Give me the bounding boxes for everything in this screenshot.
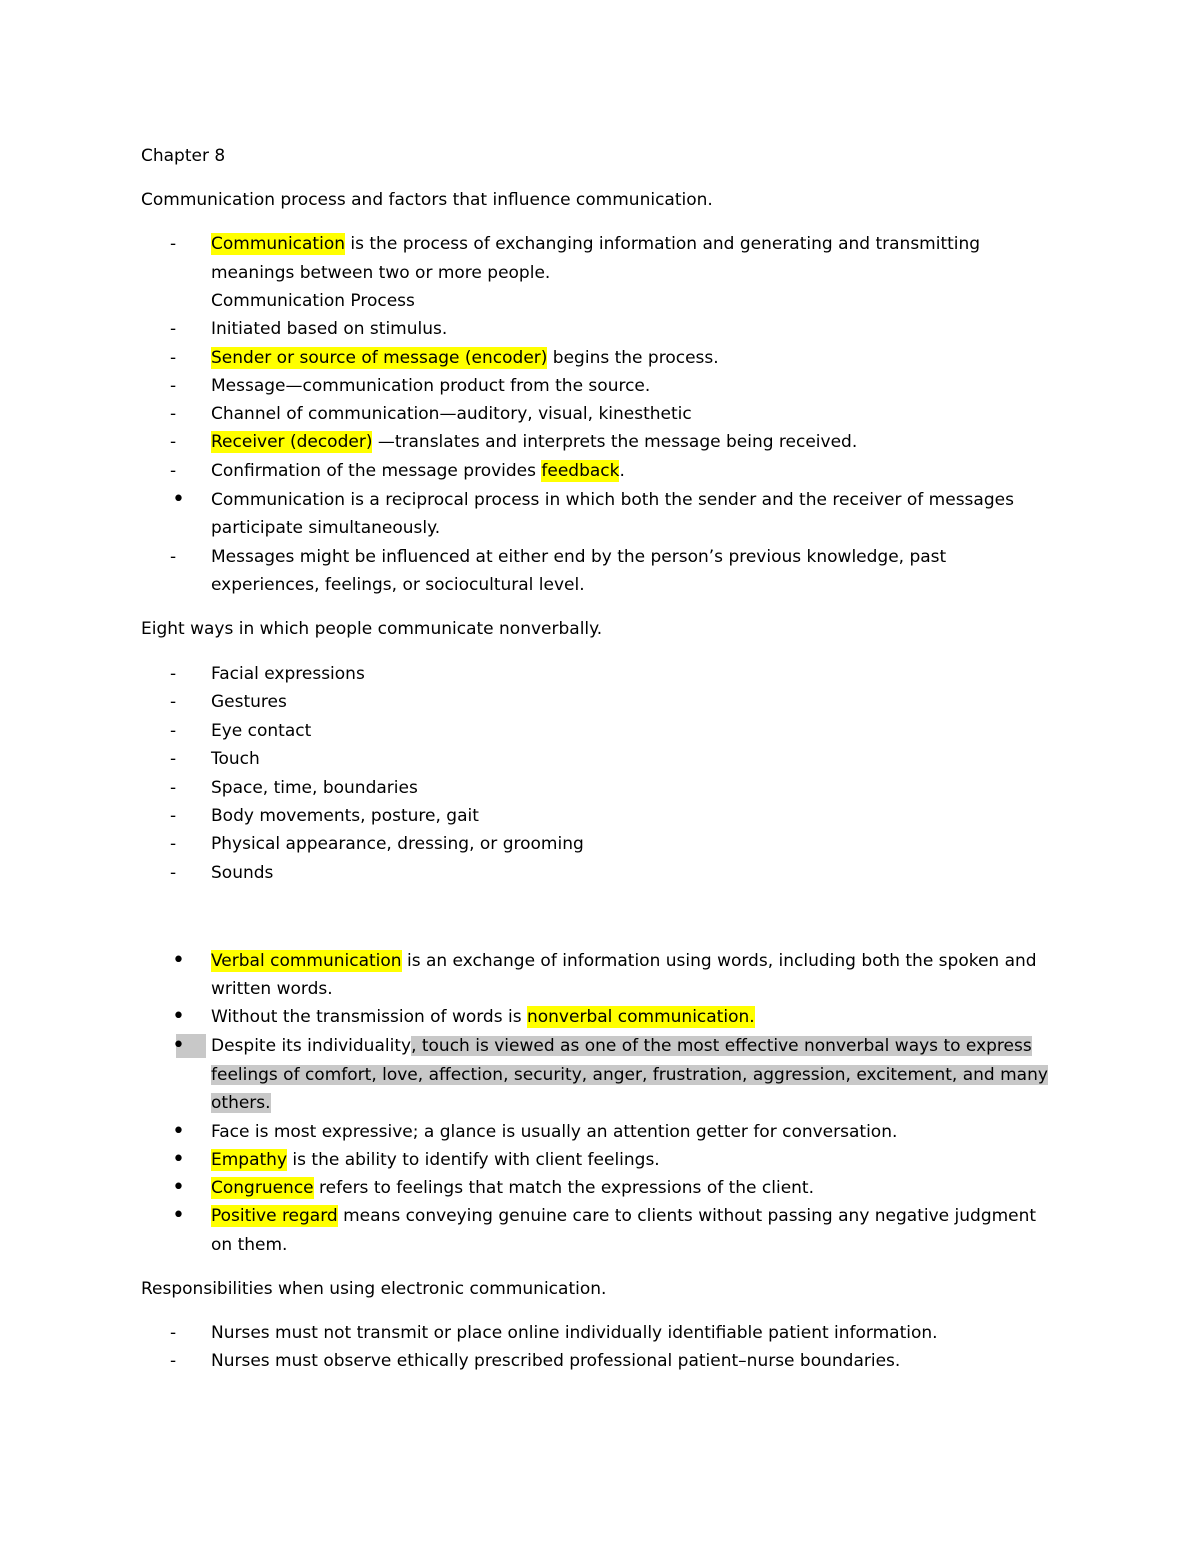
list-item: - Channel of communication—auditory, visual, kinesthetic — [0, 400, 1200, 428]
dash-marker: - — [170, 863, 177, 883]
list-item-text: Facial expressions — [211, 664, 365, 684]
bullet-marker: • — [172, 1119, 185, 1144]
chapter-title: Chapter 8 — [141, 146, 226, 166]
dash-marker: - — [170, 432, 177, 452]
list-item — [0, 688, 1200, 716]
dash-marker: - — [170, 376, 177, 396]
section-heading-electronic: Responsibilities when using electronic communication. — [141, 1279, 607, 1299]
list-item-text: Touch — [211, 749, 260, 769]
highlighted-term: Receiver (decoder) — [211, 432, 373, 452]
highlighted-term: Communication — [211, 234, 345, 254]
highlighted-term: Sender or source of message (encoder) — [211, 348, 548, 368]
list-item-text: Communication is the process of exchanging information and generating and transmitting — [211, 234, 981, 254]
list-item — [0, 802, 1200, 830]
dash-marker: - — [170, 692, 177, 712]
bullet-marker: • — [172, 1175, 185, 1200]
highlighted-term: Verbal communication — [211, 951, 402, 971]
list-item-continuation: Communication Process — [211, 291, 415, 311]
dash-marker: - — [170, 348, 177, 368]
bullet-marker: • — [172, 1004, 185, 1029]
highlighted-term: nonverbal communication. — [526, 1007, 755, 1027]
list-item: • Empathy is the ability to identify with client feelings. — [172, 1147, 660, 1172]
list-item-continuation: written words. — [211, 979, 333, 999]
list-item: - Message—communication product from the source. — [0, 372, 1200, 400]
bullet-marker: • — [172, 1033, 185, 1058]
list-item-text: Space, time, boundaries — [211, 778, 418, 798]
dash-marker: - — [170, 319, 177, 339]
bullet-marker: • — [172, 1203, 185, 1228]
list-item: • Despite its individuality, touch is viewed as one of the most effective nonverbal ways to express — [172, 1033, 1032, 1058]
highlighted-term: Congruence — [211, 1178, 314, 1198]
list-item-continuation: on them. — [211, 1235, 288, 1255]
list-item: • Congruence refers to feelings that match the expressions of the client. — [172, 1175, 815, 1200]
list-item: - Nurses must observe ethically prescribed professional patient–nurse boundaries. — [0, 1347, 1200, 1375]
list-item — [0, 859, 1200, 887]
dash-marker: - — [170, 834, 177, 854]
dash-marker: - — [170, 1323, 177, 1343]
bullet-marker: • — [172, 948, 185, 973]
list-item — [0, 230, 1200, 258]
list-item — [0, 660, 1200, 688]
gray-highlighted-text: others. — [211, 1093, 271, 1113]
list-item-continuation — [0, 1089, 1200, 1117]
list-item — [0, 830, 1200, 858]
list-item — [0, 745, 1200, 773]
list-item: • Face is most expressive; a glance is usually an attention getter for conversation. — [172, 1119, 898, 1144]
list-item-text: Body movements, posture, gait — [211, 806, 479, 826]
list-item-continuation: participate simultaneously. — [211, 518, 441, 538]
list-item: - Messages might be influenced at either end by the person’s previous knowledge, past — [0, 543, 1200, 571]
list-item-text: Gestures — [211, 692, 287, 712]
highlighted-term: Positive regard — [211, 1206, 338, 1226]
highlighted-term: feedback — [541, 461, 620, 481]
bullet-marker: • — [172, 1147, 185, 1172]
bullet-marker: • — [172, 487, 185, 512]
list-item — [0, 774, 1200, 802]
highlighted-term: Empathy — [211, 1150, 288, 1170]
list-item — [0, 717, 1200, 745]
list-item-continuation: meanings between two or more people. — [211, 263, 551, 283]
list-item: - Receiver (decoder) —translates and interprets the message being received. — [0, 428, 1200, 456]
list-item-continuation: experiences, feelings, or sociocultural level. — [211, 575, 585, 595]
section-heading-nonverbal: Eight ways in which people communicate nonverbally. — [141, 619, 603, 639]
dash-marker: - — [170, 664, 177, 684]
list-item-text: Physical appearance, dressing, or grooming — [211, 834, 584, 854]
dash-marker: - — [170, 749, 177, 769]
list-item: • Without the transmission of words is nonverbal communication. — [172, 1004, 755, 1029]
list-item-text: Sounds — [211, 863, 274, 883]
dash-marker: - — [170, 806, 177, 826]
list-item-continuation — [0, 1061, 1200, 1089]
list-item: - Nurses must not transmit or place online individually identifiable patient information. — [0, 1319, 1200, 1347]
gray-highlighted-text: feelings of comfort, love, affection, security, anger, frustration, aggression, excitement, and many — [211, 1065, 1048, 1085]
list-item: - Initiated based on stimulus. — [0, 315, 1200, 343]
list-item: - Sender or source of message (encoder) begins the process. — [0, 344, 1200, 372]
list-item: • Verbal communication is an exchange of information using words, including both the spoken and — [172, 948, 1037, 973]
gray-highlighted-text: , touch is viewed as one of the most effective nonverbal ways to express — [411, 1036, 1032, 1056]
list-item: - Confirmation of the message provides feedback. — [0, 457, 1200, 485]
dash-marker: - — [170, 404, 177, 424]
dash-marker: - — [170, 778, 177, 798]
dash-marker: - — [170, 721, 177, 741]
section-heading-communication: Communication process and factors that influence communication. — [141, 190, 713, 210]
dash-marker: - — [170, 547, 177, 567]
dash-marker: - — [170, 1351, 177, 1371]
list-item-text: Eye contact — [211, 721, 312, 741]
list-item: • Communication is a reciprocal process in which both the sender and the receiver of messages — [172, 487, 1014, 512]
dash-marker: - — [170, 461, 177, 481]
list-item: • Positive regard means conveying genuine care to clients without passing any negative judgment — [172, 1203, 1037, 1228]
dash-marker: - — [170, 234, 177, 254]
